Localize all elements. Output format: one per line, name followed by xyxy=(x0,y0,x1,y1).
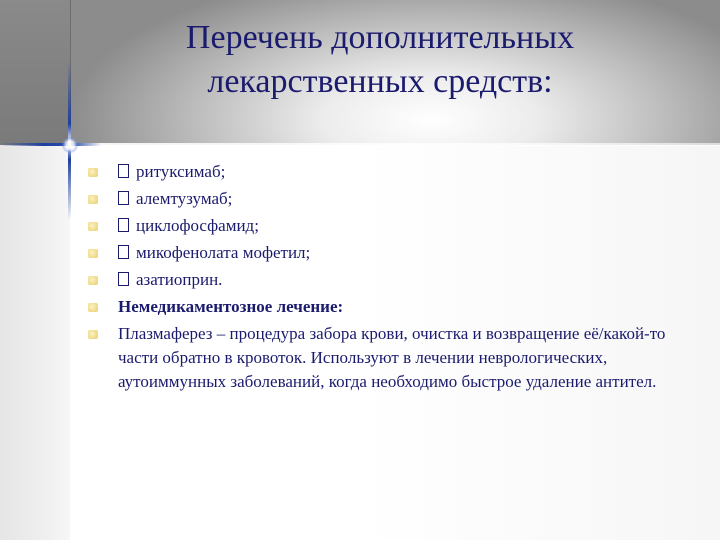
drug-name: алемтузумаб; xyxy=(136,189,233,208)
list-item-drug xyxy=(88,187,688,211)
slide-title: Перечень дополнительных лекарственных средств: xyxy=(185,19,575,100)
drug-name: ритуксимаб; xyxy=(136,162,226,181)
checkbox-glyph-icon xyxy=(118,164,129,178)
sparkle-decoration xyxy=(62,137,78,153)
header-left-panel xyxy=(0,0,70,145)
list-item-drug xyxy=(88,241,688,265)
checkbox-glyph-icon xyxy=(118,245,129,259)
content-list xyxy=(88,160,688,397)
horizontal-accent-line xyxy=(0,143,720,146)
list-item-drug xyxy=(88,214,688,238)
bullet-icon xyxy=(88,330,98,339)
non-drug-heading: Немедикаментозное лечение: xyxy=(118,297,344,316)
checkbox-glyph-icon xyxy=(118,272,129,286)
bullet-icon xyxy=(88,249,98,258)
bullet-icon xyxy=(88,195,98,204)
drug-name: циклофосфамид; xyxy=(136,216,259,235)
drug-name: азатиоприн. xyxy=(136,270,223,289)
bullet-icon xyxy=(88,168,98,177)
checkbox-glyph-icon xyxy=(118,191,129,205)
checkbox-glyph-icon xyxy=(118,218,129,232)
left-strip xyxy=(0,145,70,540)
plasmapheresis-text: Плазмаферез – процедура забора крови, очистка и возвращение её/какой-то части обратно в кровоток. Используют в лечении неврологических, аутоиммунных заболеваний, когда необходимо быстрое удаление антител. xyxy=(118,324,666,391)
list-item-drug xyxy=(88,160,688,184)
bullet-icon xyxy=(88,276,98,285)
list-item-drug xyxy=(88,268,688,292)
list-item-heading xyxy=(88,295,688,319)
bullet-icon xyxy=(88,303,98,312)
list-item-description xyxy=(88,322,688,394)
bullet-icon xyxy=(88,222,98,231)
drug-name: микофенолата мофетил; xyxy=(136,243,311,262)
